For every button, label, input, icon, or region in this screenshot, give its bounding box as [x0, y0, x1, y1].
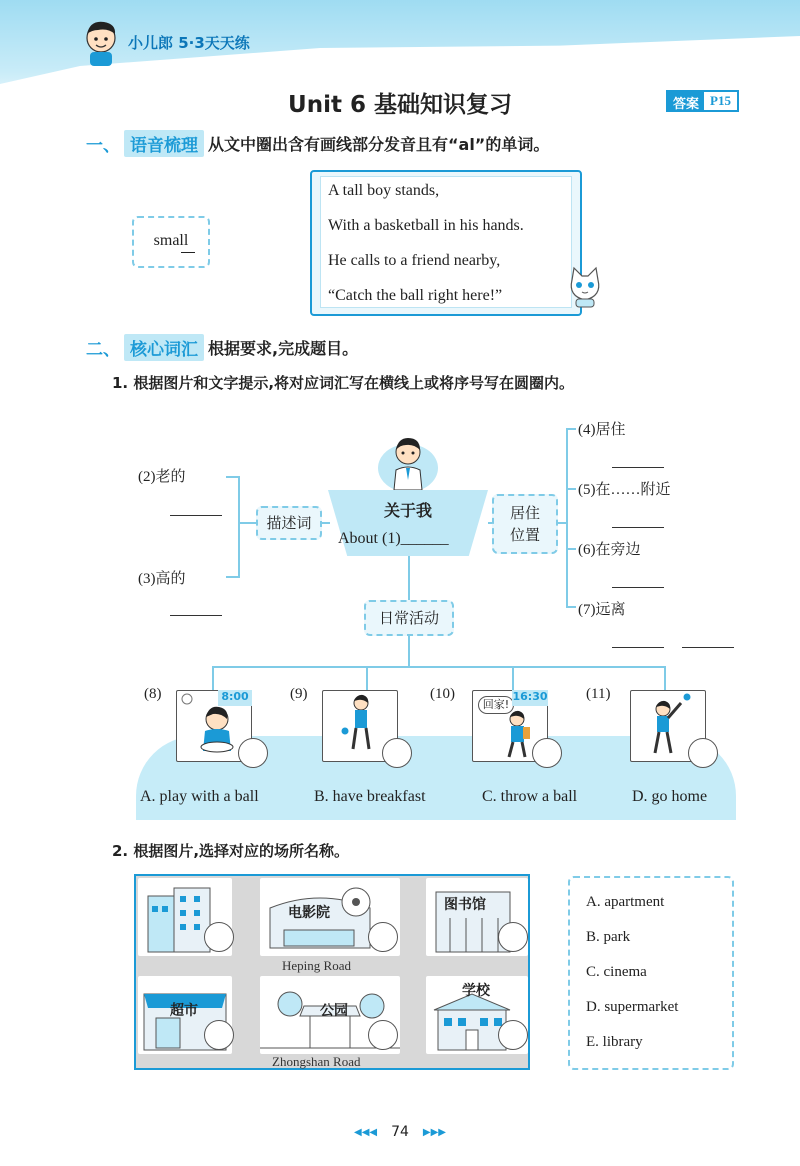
describe-node: 描述词 — [256, 506, 322, 540]
connector — [512, 666, 514, 690]
answer-circle[interactable] — [498, 1020, 528, 1050]
location-label-1: 居住 — [509, 504, 540, 522]
connector — [488, 522, 492, 524]
section2-tag: 核心词汇 — [124, 334, 204, 361]
page-footer — [0, 1124, 800, 1140]
section1-tag: 语音梳理 — [124, 130, 204, 157]
section1-number: 一、 — [86, 136, 120, 156]
speech-bubble: 回家! — [478, 696, 514, 714]
page-number: 74 — [391, 1124, 409, 1140]
answer-blank[interactable] — [612, 647, 664, 648]
option-b: B. have breakfast — [314, 788, 426, 805]
place-option-b: B. park — [586, 929, 631, 945]
poem-line: With a basketball in his hands. — [328, 217, 524, 234]
example-word-box — [132, 216, 210, 268]
answer-circle[interactable] — [204, 922, 234, 952]
center-title: 关于我 — [383, 501, 432, 520]
library-label: 图书馆 — [444, 897, 486, 913]
park-label: 公园 — [320, 1003, 348, 1019]
answer-blank[interactable] — [170, 615, 222, 616]
answer-circle[interactable] — [238, 738, 268, 768]
connector — [408, 556, 410, 600]
question-1: 1. 根据图片和文字提示,将对应词汇写在横线上或将序号写在圆圈内。 — [112, 374, 575, 392]
connector — [408, 636, 410, 668]
poem-line: He calls to a friend nearby, — [328, 252, 501, 269]
connector — [566, 428, 568, 608]
clock-8am: 8:00 — [218, 690, 252, 706]
option-d: D. go home — [632, 788, 708, 805]
answer-circle[interactable] — [382, 738, 412, 768]
place-option-a: A. apartment — [586, 894, 665, 910]
road-name-heping: Heping Road — [282, 958, 351, 973]
connector — [238, 522, 256, 524]
connector — [212, 666, 214, 690]
answer-blank[interactable] — [682, 647, 734, 648]
next-arrows-icon: ▶▶▶ — [422, 1126, 446, 1138]
cinema-label: 电影院 — [288, 905, 330, 921]
answer-page: P15 — [710, 93, 731, 108]
connector — [226, 576, 240, 578]
answer-circle[interactable] — [688, 738, 718, 768]
connector — [566, 606, 576, 608]
cat-mascot-icon — [566, 266, 604, 308]
right-item-far: (7)远离 — [578, 602, 626, 618]
pic-number: (8) — [144, 686, 162, 702]
location-label-2: 位置 — [509, 526, 540, 544]
answer-blank[interactable] — [612, 527, 664, 528]
page-title: Unit 6 基础知识复习 — [288, 92, 512, 118]
example-word: small — [153, 232, 189, 249]
road-name-zhongshan: Zhongshan Road — [272, 1054, 361, 1069]
connector — [322, 522, 330, 524]
connector — [664, 666, 666, 690]
connector — [238, 476, 240, 576]
school-label: 学校 — [462, 983, 490, 999]
town-map — [134, 874, 530, 1070]
answer-circle[interactable] — [498, 922, 528, 952]
daily-activity-node: 日常活动 — [364, 600, 454, 636]
place-option-e: E. library — [586, 1034, 643, 1050]
section2-header — [86, 334, 358, 361]
center-subtitle: About (1)______ — [338, 530, 449, 547]
left-item-old: (2)老的 — [138, 469, 186, 485]
answer-blank[interactable] — [612, 467, 664, 468]
connector — [566, 548, 576, 550]
place-option-c: C. cinema — [586, 964, 647, 980]
section2-instruction: 根据要求,完成题目。 — [208, 339, 359, 358]
boy-mascot-icon — [78, 18, 124, 68]
clock-4-30pm: 16:30 — [512, 690, 548, 706]
answer-circle[interactable] — [532, 738, 562, 768]
poem-line: “Catch the ball right here!” — [328, 287, 503, 304]
section1-instruction: 从文中圈出含有画线部分发音且有“al”的单词。 — [208, 135, 550, 154]
section1-header — [86, 130, 549, 157]
prev-arrows-icon: ◀◀◀ — [354, 1126, 378, 1138]
place-option-d: D. supermarket — [586, 999, 679, 1015]
option-a: A. play with a ball — [140, 788, 259, 805]
pic-number: (9) — [290, 686, 308, 702]
right-item-beside: (6)在旁边 — [578, 542, 641, 558]
answer-reference-badge — [666, 90, 739, 112]
supermarket-label: 超市 — [170, 1003, 198, 1019]
option-c: C. throw a ball — [482, 788, 578, 805]
brand-logo-text: 小儿郎 5·3天天练 — [128, 34, 250, 52]
connector — [212, 666, 666, 668]
example-underline — [181, 252, 195, 253]
location-node — [492, 494, 558, 554]
question-2: 2. 根据图片,选择对应的场所名称。 — [112, 842, 350, 860]
answer-circle[interactable] — [368, 922, 398, 952]
pic-number: (11) — [586, 686, 611, 702]
connector — [226, 476, 240, 478]
poem-line: A tall boy stands, — [328, 182, 440, 199]
answer-circle[interactable] — [204, 1020, 234, 1050]
connector — [566, 428, 576, 430]
answer-blank[interactable] — [612, 587, 664, 588]
connector — [566, 488, 576, 490]
poem-box — [310, 170, 582, 316]
answer-blank[interactable] — [170, 515, 222, 516]
answer-label: 答案 — [668, 92, 704, 110]
right-item-live: (4)居住 — [578, 422, 626, 438]
answer-circle[interactable] — [368, 1020, 398, 1050]
left-item-tall: (3)高的 — [138, 571, 186, 587]
connector — [366, 666, 368, 690]
boy-portrait-icon — [376, 428, 440, 492]
place-options-box — [568, 876, 734, 1070]
pic-number: (10) — [430, 686, 455, 702]
right-item-near: (5)在……附近 — [578, 482, 671, 498]
section2-number: 二、 — [86, 340, 120, 360]
